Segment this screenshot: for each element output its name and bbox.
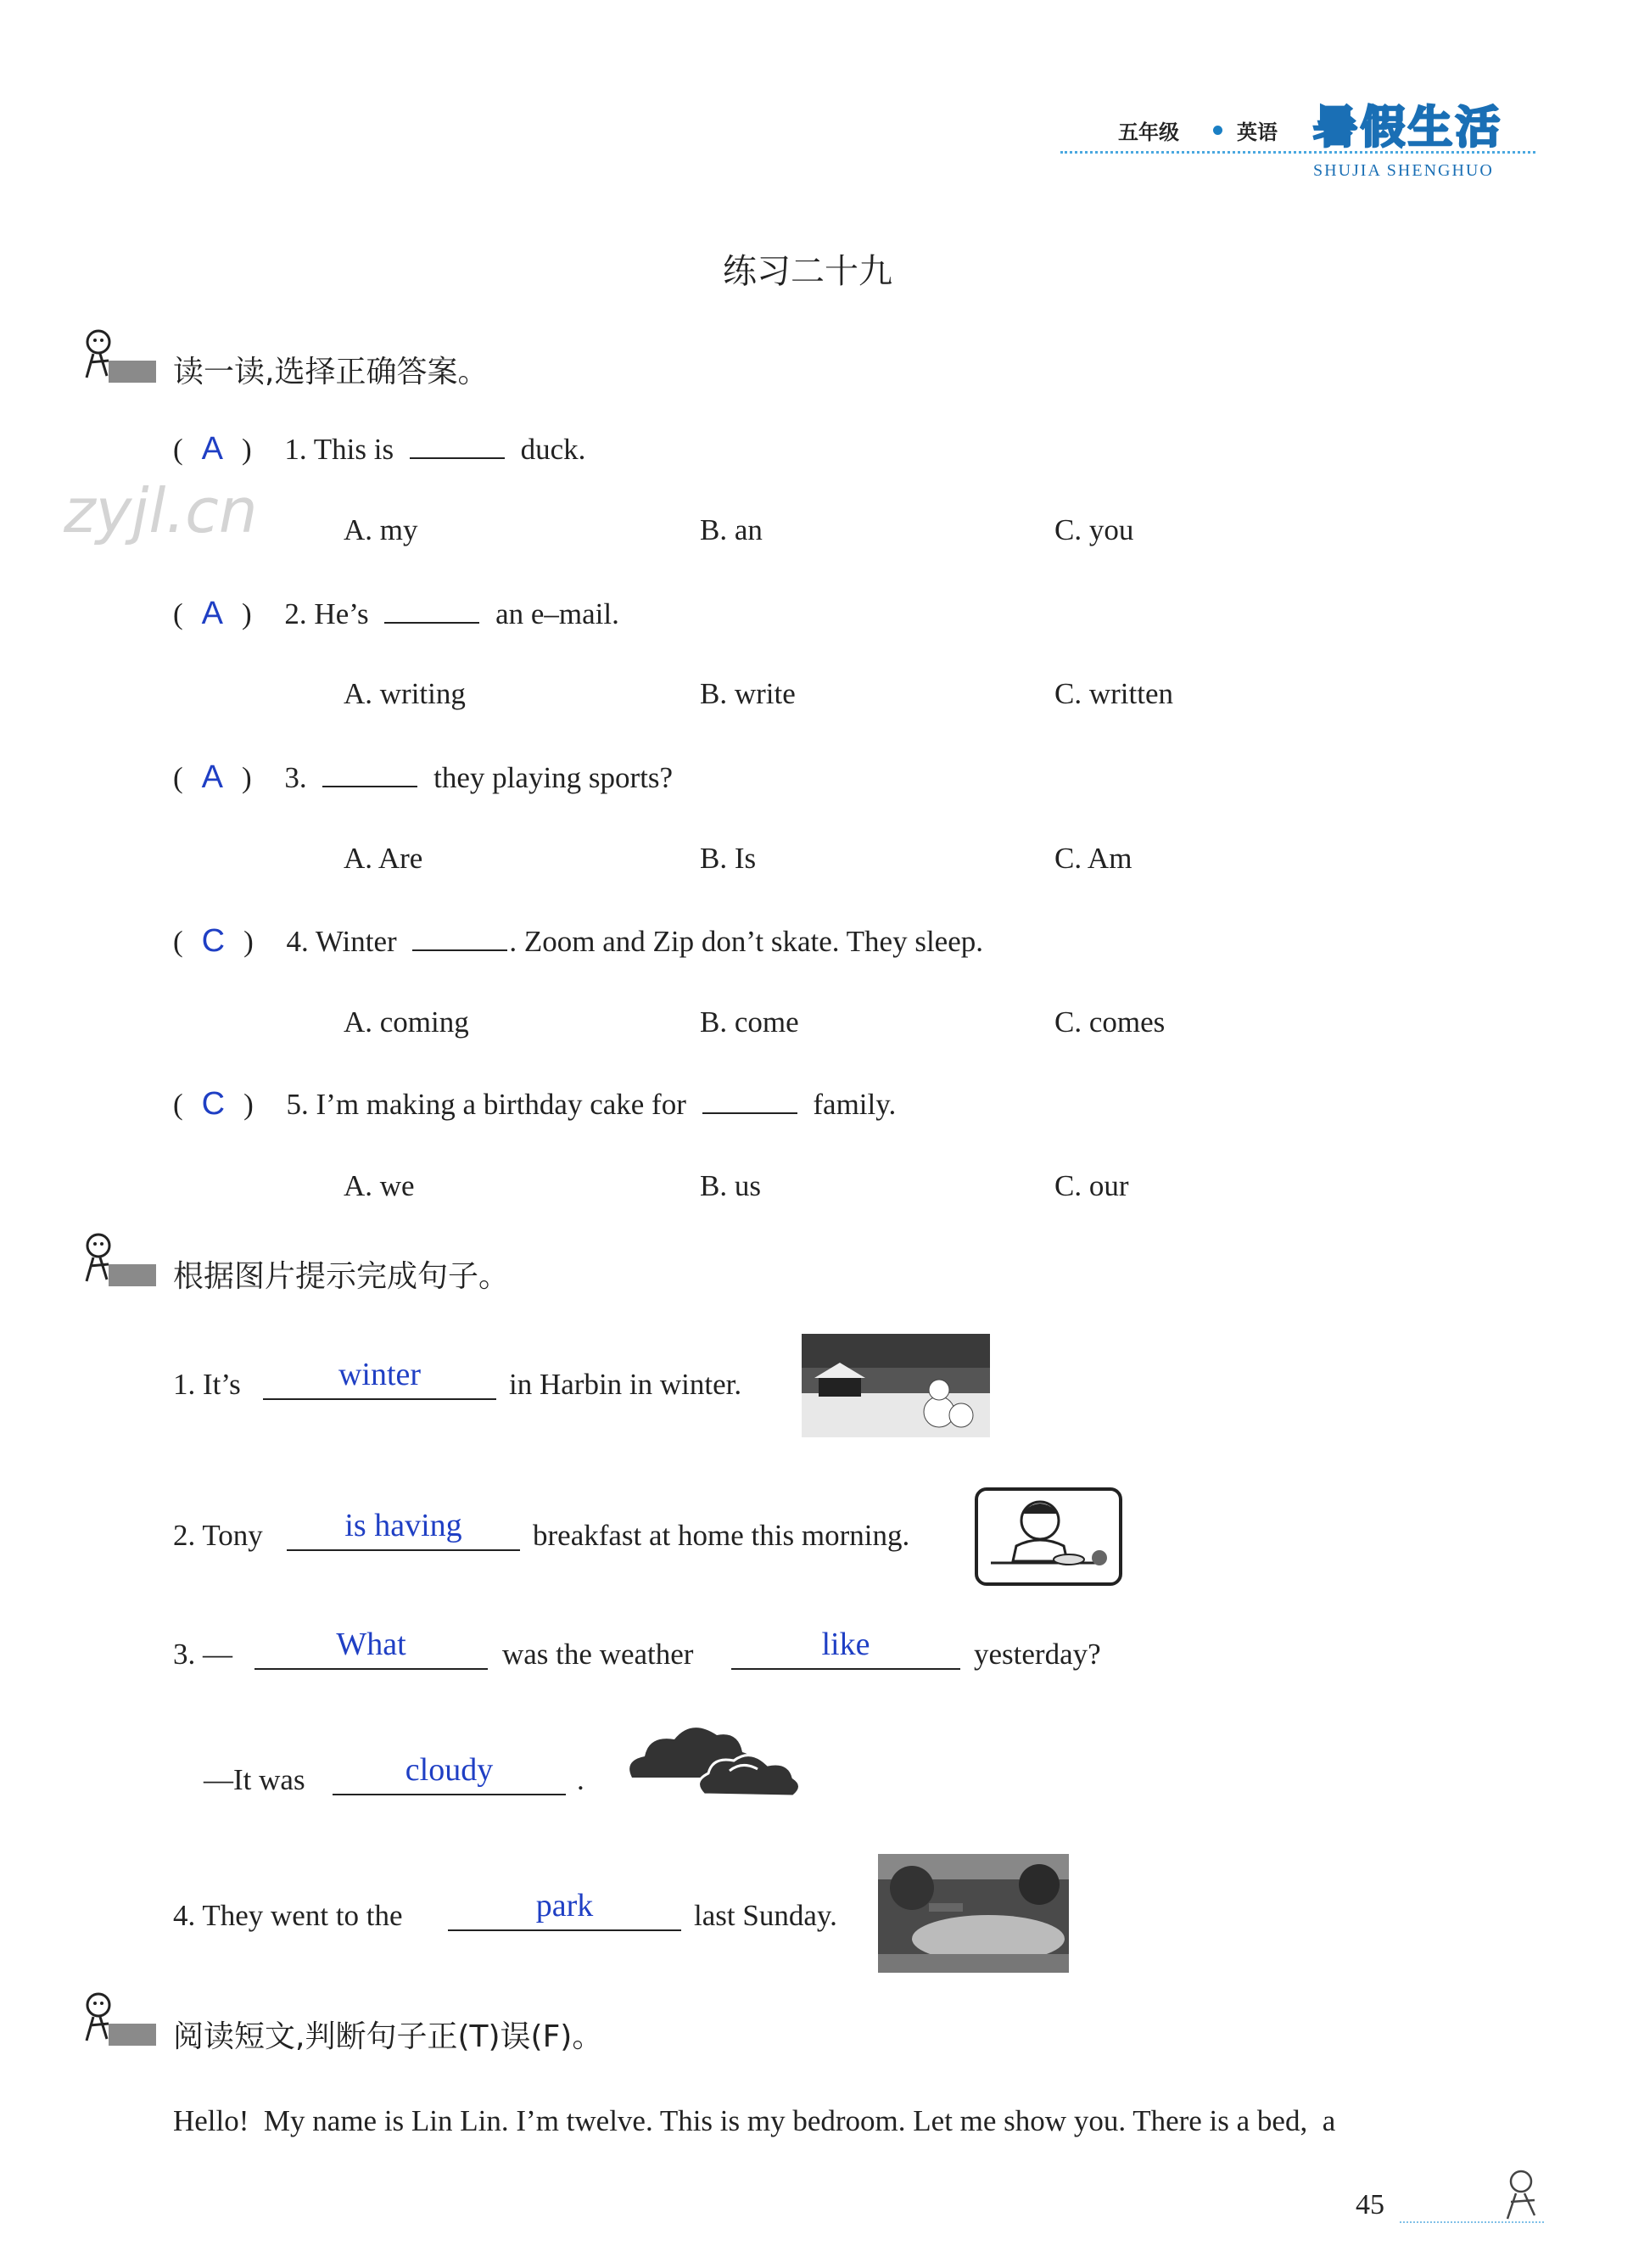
- sentence-4-blank[interactable]: [448, 1929, 681, 1931]
- option-5b: B. us: [700, 1169, 761, 1202]
- brand-pinyin: SHUJIA SHENGHUO: [1313, 161, 1494, 180]
- option-1b: B. an: [700, 513, 763, 546]
- reading-passage: Hello! My name is Lin Lin. I’m twelve. This is my bedroom. Let me show you. There is a bed, a: [173, 2104, 1336, 2137]
- sentence-3-pre: 3. —: [173, 1638, 232, 1671]
- option-5c: C. our: [1054, 1169, 1129, 1202]
- sentence-3b-pre: —It was: [204, 1763, 305, 1796]
- option-2b: B. write: [700, 677, 796, 710]
- header-grade: 五年级: [1118, 120, 1179, 144]
- sentence-1-post: in Harbin in winter.: [509, 1368, 742, 1401]
- sentence-3-post: yesterday?: [974, 1638, 1101, 1671]
- sentence-2-pre: 2. Tony: [173, 1519, 263, 1552]
- mascot-footer-icon: [1497, 2168, 1548, 2227]
- option-4b: B. come: [700, 1005, 799, 1039]
- sentence-3-fill-1: What: [336, 1627, 406, 1662]
- sentence-3b-post: .: [577, 1763, 584, 1796]
- question-2: ( A ) 2. He’s an e–mail.: [173, 596, 619, 631]
- sentence-3b-fill: cloudy: [405, 1752, 494, 1788]
- option-2a: A. writing: [344, 677, 466, 710]
- sentence-2-blank[interactable]: [287, 1549, 520, 1551]
- sentence-3-mid: was the weather: [502, 1638, 694, 1671]
- breakfast-image: [974, 1487, 1123, 1587]
- question-3: ( A ) 3. they playing sports?: [173, 759, 674, 795]
- blank-2[interactable]: [384, 596, 479, 624]
- section3-title: 阅读短文,判断句子正(T)误(F)。: [173, 2019, 603, 2054]
- sentence-3-fill-2: like: [821, 1627, 870, 1662]
- option-1c: C. you: [1054, 513, 1134, 546]
- header-subject: 英语: [1237, 120, 1278, 144]
- mascot-icon: [75, 327, 159, 386]
- winter-snowman-image: [802, 1334, 990, 1437]
- watermark: zyjl.cn: [64, 475, 258, 546]
- section1-title: 读一读,选择正确答案。: [173, 355, 489, 389]
- sentence-1-fill: winter: [338, 1357, 422, 1392]
- sentence-3b-blank[interactable]: [333, 1794, 566, 1795]
- page-number: 45: [1356, 2189, 1384, 2220]
- option-4c: C. comes: [1054, 1005, 1166, 1039]
- sentence-4-post: last Sunday.: [694, 1899, 837, 1932]
- answer-5: C: [201, 1086, 226, 1122]
- header-divider: [1060, 151, 1535, 154]
- question-1: ( A ) 1. This is duck.: [173, 431, 586, 467]
- section2-title: 根据图片提示完成句子。: [173, 1259, 510, 1294]
- brand-logo: 暑假生活: [1313, 103, 1504, 154]
- option-1a: A. my: [344, 513, 418, 546]
- sentence-4-fill: park: [535, 1888, 594, 1924]
- page-title: 练习二十九: [723, 252, 892, 291]
- sentence-3-blank-1[interactable]: [254, 1668, 488, 1670]
- option-3b: B. Is: [700, 842, 757, 875]
- answer-1: A: [201, 431, 224, 467]
- option-5a: A. we: [344, 1169, 415, 1202]
- question-5: ( C ) 5. I’m making a birthday cake for family.: [173, 1086, 897, 1122]
- answer-4: C: [201, 923, 226, 959]
- answer-3: A: [201, 759, 224, 795]
- option-4a: A. coming: [344, 1005, 469, 1039]
- mascot-icon: [75, 1230, 159, 1290]
- question-4: ( C ) 4. Winter . Zoom and Zip don’t skate. They sleep.: [173, 923, 984, 959]
- sentence-4-pre: 4. They went to the: [173, 1899, 403, 1932]
- blank-3[interactable]: [322, 760, 417, 787]
- sentence-2-post: breakfast at home this morning.: [533, 1519, 910, 1552]
- blank-5[interactable]: [702, 1087, 797, 1114]
- sentence-1-pre: 1. It’s: [173, 1368, 241, 1401]
- option-2c: C. written: [1054, 677, 1173, 710]
- blank-4[interactable]: [412, 924, 507, 951]
- option-3a: A. Are: [344, 842, 423, 875]
- sentence-3-blank-2[interactable]: [731, 1668, 960, 1670]
- mascot-icon: [75, 1990, 159, 2049]
- park-image: [878, 1854, 1069, 1973]
- bullet-dot-icon: [1213, 126, 1222, 135]
- option-3c: C. Am: [1054, 842, 1132, 875]
- cloudy-icon: [624, 1718, 810, 1803]
- blank-1[interactable]: [410, 432, 505, 459]
- answer-2: A: [201, 596, 224, 631]
- sentence-2-fill: is having: [344, 1508, 462, 1543]
- sentence-1-blank[interactable]: [263, 1398, 496, 1400]
